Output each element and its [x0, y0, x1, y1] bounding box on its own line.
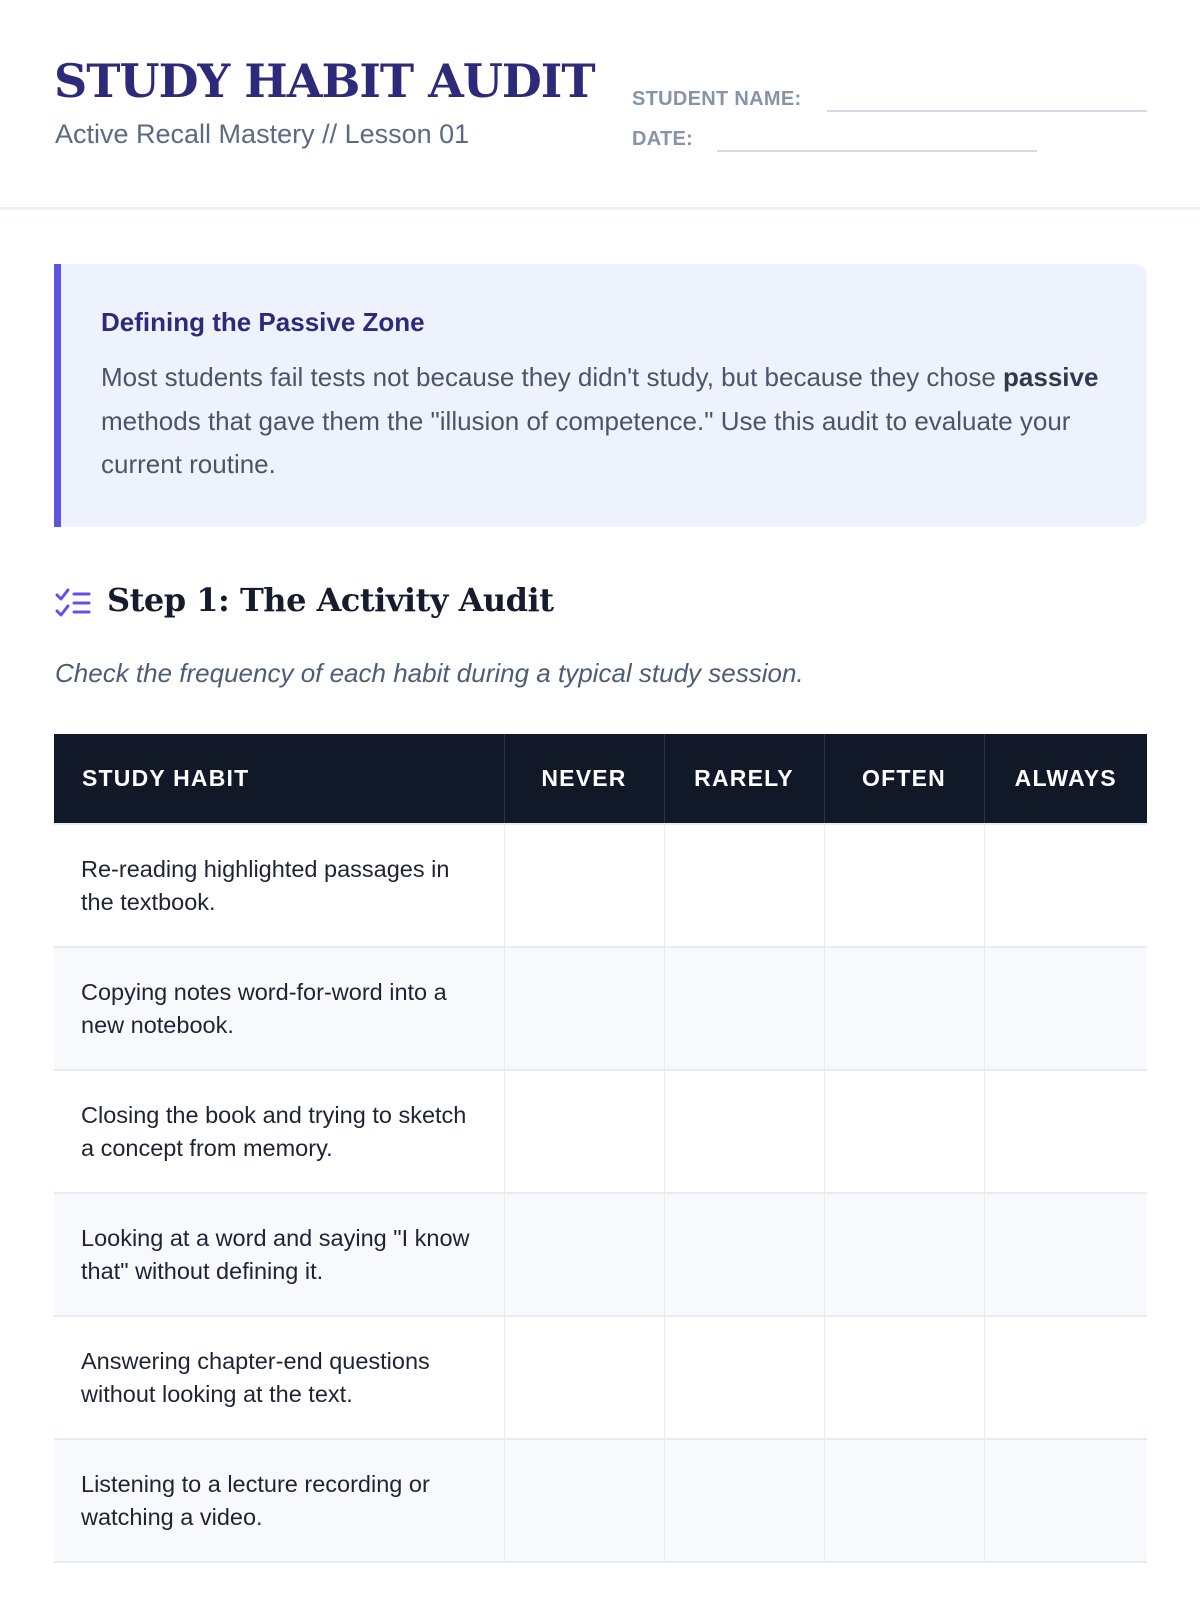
habit-cell: Re-reading highlighted passages in the textbook.	[54, 824, 504, 947]
always-checkbox-cell[interactable]	[984, 947, 1147, 1070]
callout-text-end: methods that gave them the "illusion of competence." Use this audit to evaluate your current routine.	[101, 405, 1071, 479]
callout-text-start: Most students fail tests not because they didn't study, but because they chose	[101, 362, 1004, 392]
often-checkbox-cell[interactable]	[824, 1439, 984, 1562]
column-header-always: ALWAYS	[984, 734, 1147, 824]
habit-cell: Listening to a lecture recording or watching a video.	[54, 1439, 504, 1562]
table-row	[54, 1193, 1147, 1316]
rarely-checkbox-cell[interactable]	[664, 1316, 824, 1439]
often-checkbox-cell[interactable]	[824, 947, 984, 1070]
callout-emphasis: passive	[1003, 362, 1099, 392]
habit-cell: Looking at a word and saying "I know that" without defining it.	[54, 1193, 504, 1316]
step-title: Step 1: The Activity Audit	[107, 581, 554, 619]
never-checkbox-cell[interactable]	[504, 824, 664, 947]
rarely-checkbox-cell[interactable]	[664, 947, 824, 1070]
rarely-checkbox-cell[interactable]	[664, 824, 824, 947]
often-checkbox-cell[interactable]	[824, 1316, 984, 1439]
rarely-checkbox-cell[interactable]	[664, 1193, 824, 1316]
header	[0, 0, 1200, 210]
date-label: DATE:	[632, 128, 694, 150]
student-name-label: STUDENT NAME:	[632, 88, 802, 110]
habit-cell: Answering chapter-end questions without looking at the text.	[54, 1316, 504, 1439]
checklist-icon	[55, 588, 91, 623]
column-header-never: NEVER	[504, 734, 664, 824]
table-row	[54, 824, 1147, 947]
never-checkbox-cell[interactable]	[504, 1439, 664, 1562]
habit-cell: Closing the book and trying to sketch a concept from memory.	[54, 1070, 504, 1193]
rarely-checkbox-cell[interactable]	[664, 1070, 824, 1193]
always-checkbox-cell[interactable]	[984, 824, 1147, 947]
habit-audit-table	[54, 734, 1147, 1563]
table-row	[54, 1316, 1147, 1439]
always-checkbox-cell[interactable]	[984, 1316, 1147, 1439]
often-checkbox-cell[interactable]	[824, 1070, 984, 1193]
never-checkbox-cell[interactable]	[504, 1316, 664, 1439]
student-name-field[interactable]	[827, 110, 1147, 112]
rarely-checkbox-cell[interactable]	[664, 1439, 824, 1562]
table-row	[54, 947, 1147, 1070]
column-header-study-habit: STUDY HABIT	[54, 734, 504, 824]
never-checkbox-cell[interactable]	[504, 947, 664, 1070]
page-title: STUDY HABIT AUDIT	[54, 54, 595, 108]
callout-title: Defining the Passive Zone	[101, 307, 425, 337]
often-checkbox-cell[interactable]	[824, 824, 984, 947]
never-checkbox-cell[interactable]	[504, 1193, 664, 1316]
callout-body	[101, 356, 1111, 487]
table-row	[54, 1070, 1147, 1193]
always-checkbox-cell[interactable]	[984, 1193, 1147, 1316]
page-subtitle: Active Recall Mastery // Lesson 01	[55, 119, 470, 149]
often-checkbox-cell[interactable]	[824, 1193, 984, 1316]
column-header-rarely: RARELY	[664, 734, 824, 824]
never-checkbox-cell[interactable]	[504, 1070, 664, 1193]
always-checkbox-cell[interactable]	[984, 1070, 1147, 1193]
table-row	[54, 1439, 1147, 1562]
habit-cell: Copying notes word-for-word into a new notebook.	[54, 947, 504, 1070]
always-checkbox-cell[interactable]	[984, 1439, 1147, 1562]
column-header-often: OFTEN	[824, 734, 984, 824]
table-header-row	[54, 734, 1147, 824]
step-instruction: Check the frequency of each habit during a typical study session.	[55, 658, 804, 688]
date-field[interactable]	[717, 150, 1037, 152]
passive-zone-callout	[54, 264, 1147, 527]
